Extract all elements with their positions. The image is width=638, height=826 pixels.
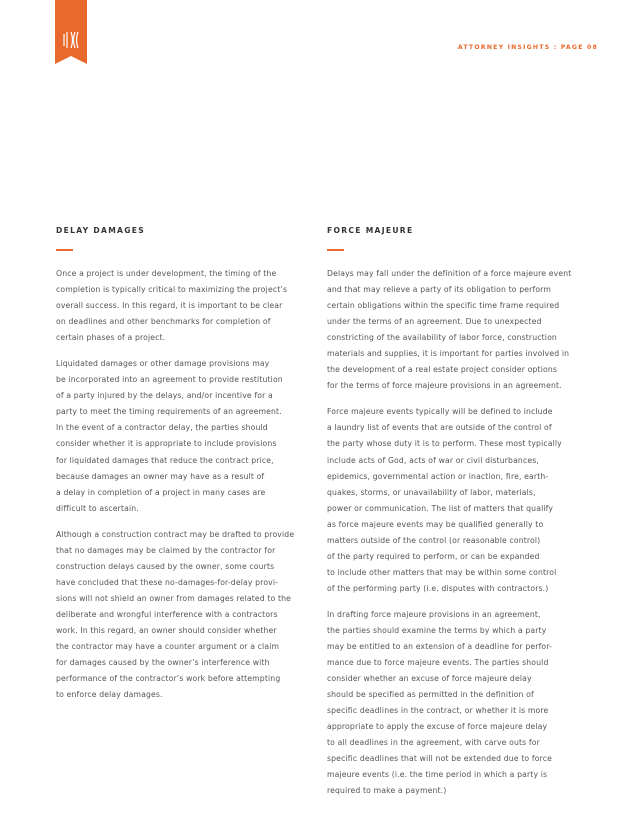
- text-line: difficult to ascertain.: [56, 503, 139, 513]
- heading-accent-rule: [327, 249, 344, 251]
- text-line: party to meet the timing requirements of an agreement.: [56, 407, 282, 417]
- text-line: certain obligations within the specific time frame required: [327, 301, 560, 311]
- text-line: certain phases of a project.: [56, 333, 166, 343]
- section-heading: FORCE MAJEURE: [327, 226, 414, 235]
- section-heading: DELAY DAMAGES: [56, 226, 146, 235]
- heading-accent-rule: [56, 249, 73, 251]
- text-line: sions will not shield an owner from damages related to the: [56, 593, 292, 603]
- text-line: and that may relieve a party of its obligation to perform: [327, 285, 551, 295]
- text-line: required to make a payment.): [327, 786, 447, 796]
- text-line: completion is typically critical to maximizing the project’s: [56, 285, 288, 295]
- section-body: [327, 266, 579, 800]
- text-line: of a party injured by the delays, and/or incentive for a: [56, 391, 273, 401]
- body-paragraph: [327, 607, 579, 800]
- text-line: overall success. In this regard, it is important to be clear: [56, 301, 283, 311]
- body-paragraph: [56, 527, 308, 704]
- text-line: Delays may fall under the definition of a force majeure event: [327, 269, 572, 278]
- text-line: specific deadlines that will not be extended due to force: [327, 754, 552, 764]
- text-line: materials and supplies, it is important for parties involved in: [327, 349, 570, 359]
- text-line: that no damages may be claimed by the contractor for: [56, 545, 276, 555]
- text-line: performance of the contractor’s work before attempting: [56, 674, 281, 684]
- text-line: specific deadlines in the contract, or whether it is more: [327, 706, 549, 716]
- text-line: for liquidated damages that reduce the contract price,: [56, 455, 274, 465]
- text-line: matters outside of the control (or reasonable control): [327, 535, 541, 545]
- text-line: power or communication. The list of matters that qualify: [327, 503, 554, 513]
- text-line: consider whether it is appropriate to include provisions: [56, 439, 277, 449]
- text-line: In the event of a contractor delay, the parties should: [56, 423, 268, 433]
- body-paragraph: [327, 404, 579, 597]
- force-majeure-section: [327, 225, 579, 810]
- text-line: for damages caused by the owner’s interference with: [56, 658, 270, 668]
- body-paragraph: [56, 356, 308, 516]
- text-line: for the terms of force majeure provisions in an agreement.: [327, 381, 562, 391]
- text-line: In drafting force majeure provisions in an agreement,: [327, 609, 541, 619]
- text-line: a laundry list of events that are outside of the control of: [327, 423, 552, 433]
- text-line: as force majeure events may be qualified generally to: [327, 519, 544, 529]
- text-line: have concluded that these no-damages-for-delay provi-: [56, 577, 279, 587]
- text-line: appropriate to apply the excuse of force majeure delay: [327, 722, 548, 732]
- text-line: the contractor may have a counter argument or a claim: [56, 642, 280, 652]
- body-paragraph: [327, 266, 579, 394]
- delay-damages-section: [56, 225, 308, 713]
- text-line: to include other matters that may be within some control: [327, 567, 557, 577]
- text-line: construction delays caused by the owner, some courts: [56, 561, 275, 571]
- section-body: [56, 266, 308, 703]
- text-line: may be entitled to an extension of a deadline for perfor-: [327, 642, 553, 652]
- text-line: consider whether an excuse of force majeure delay: [327, 674, 532, 684]
- text-line: to enforce delay damages.: [56, 690, 163, 700]
- firm-logo-badge: [55, 0, 87, 64]
- text-line: Liquidated damages or other damage provisions may: [56, 359, 270, 369]
- text-line: constricting of the availability of labor force, construction: [327, 333, 557, 343]
- text-line: because damages an owner may have as a result of: [56, 471, 265, 481]
- text-line: under the terms of an agreement. Due to unexpected: [327, 317, 542, 327]
- text-line: majeure events (i.e. the time period in which a party is: [327, 770, 548, 780]
- text-line: deliberate and wrongful interference with a contractors: [56, 609, 278, 619]
- text-line: quakes, storms, or unavailability of labor, materials,: [327, 487, 536, 497]
- text-line: work. In this regard, an owner should consider whether: [56, 625, 277, 635]
- text-line: the parties should examine the terms by which a party: [327, 625, 547, 635]
- body-paragraph: [56, 266, 308, 346]
- text-line: on deadlines and other benchmarks for completion of: [56, 317, 271, 327]
- text-line: be incorporated into an agreement to provide restitution: [56, 375, 283, 385]
- text-line: Although a construction contract may be drafted to provide: [56, 529, 295, 539]
- text-line: Once a project is under development, the timing of the: [56, 269, 277, 278]
- text-line: the party whose duty it is to perform. These most typically: [327, 439, 562, 449]
- text-line: to all deadlines in the agreement, with carve outs for: [327, 738, 540, 748]
- firm-logo-mark-icon: [55, 0, 87, 64]
- text-line: a delay in completion of a project in many cases are: [56, 487, 266, 497]
- text-line: of the party required to perform, or can be expanded: [327, 551, 540, 561]
- text-line: mance due to force majeure events. The parties should: [327, 658, 549, 668]
- text-line: the development of a real estate project consider options: [327, 365, 558, 375]
- text-line: should be specified as permitted in the definition of: [327, 690, 534, 700]
- page-header-label: ATTORNEY INSIGHTS : PAGE 08: [457, 44, 598, 51]
- text-line: Force majeure events typically will be defined to include: [327, 407, 553, 417]
- text-line: include acts of God, acts of war or civil disturbances,: [327, 455, 539, 465]
- text-line: epidemics, governmental action or inaction, fire, earth-: [327, 471, 549, 481]
- text-line: of the performing party (i.e. disputes with contractors.): [327, 583, 549, 593]
